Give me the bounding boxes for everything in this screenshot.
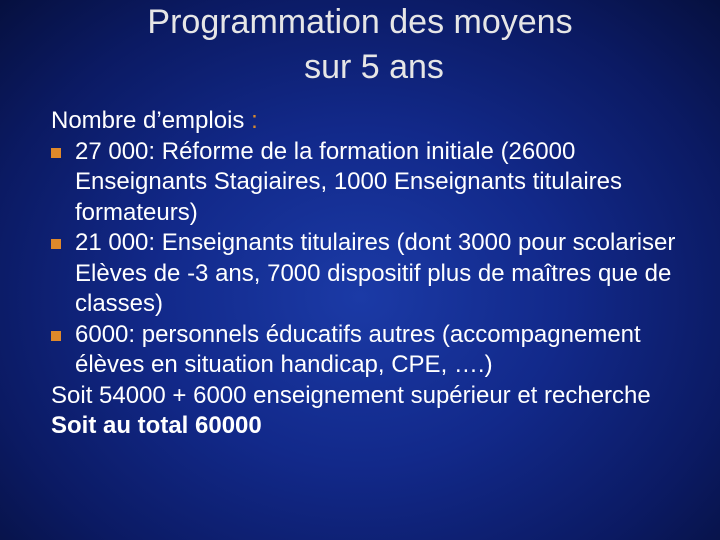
- bullet-text: 27 000: Réforme de la formation initiale (26000 Enseignants Stagiaires, 1000 Enseignants titulaires formateurs): [75, 137, 623, 226]
- bullet-item-3: [51, 320, 701, 381]
- total-line: Soit au total 60000: [51, 412, 262, 439]
- slide-title-line-1: Programmation des moyens: [147, 3, 573, 41]
- bullet-item-2: [51, 228, 701, 320]
- bullet-item-1: [51, 137, 701, 229]
- square-bullet-icon: [51, 239, 61, 249]
- bullet-text: 6000: personnels éducatifs autres (accompagnement élèves en situation handicap, CPE, ….): [75, 320, 641, 378]
- square-bullet-icon: [51, 331, 61, 341]
- intro-line: [51, 106, 701, 137]
- slide-body: [51, 106, 701, 442]
- slide-title: [0, 0, 720, 90]
- square-bullet-icon: [51, 148, 61, 158]
- slide-title-line-2: sur 5 ans: [304, 48, 444, 86]
- intro-label: Nombre d’emplois: [51, 107, 245, 134]
- intro-colon: :: [244, 107, 258, 134]
- summary-line: Soit 54000 + 6000 enseignement supérieur et recherche: [51, 381, 651, 409]
- bullet-text: 21 000: Enseignants titulaires (dont 3000 pour scolariser Elèves de -3 ans, 7000 dispositif plus de maîtres que de classes): [75, 229, 676, 317]
